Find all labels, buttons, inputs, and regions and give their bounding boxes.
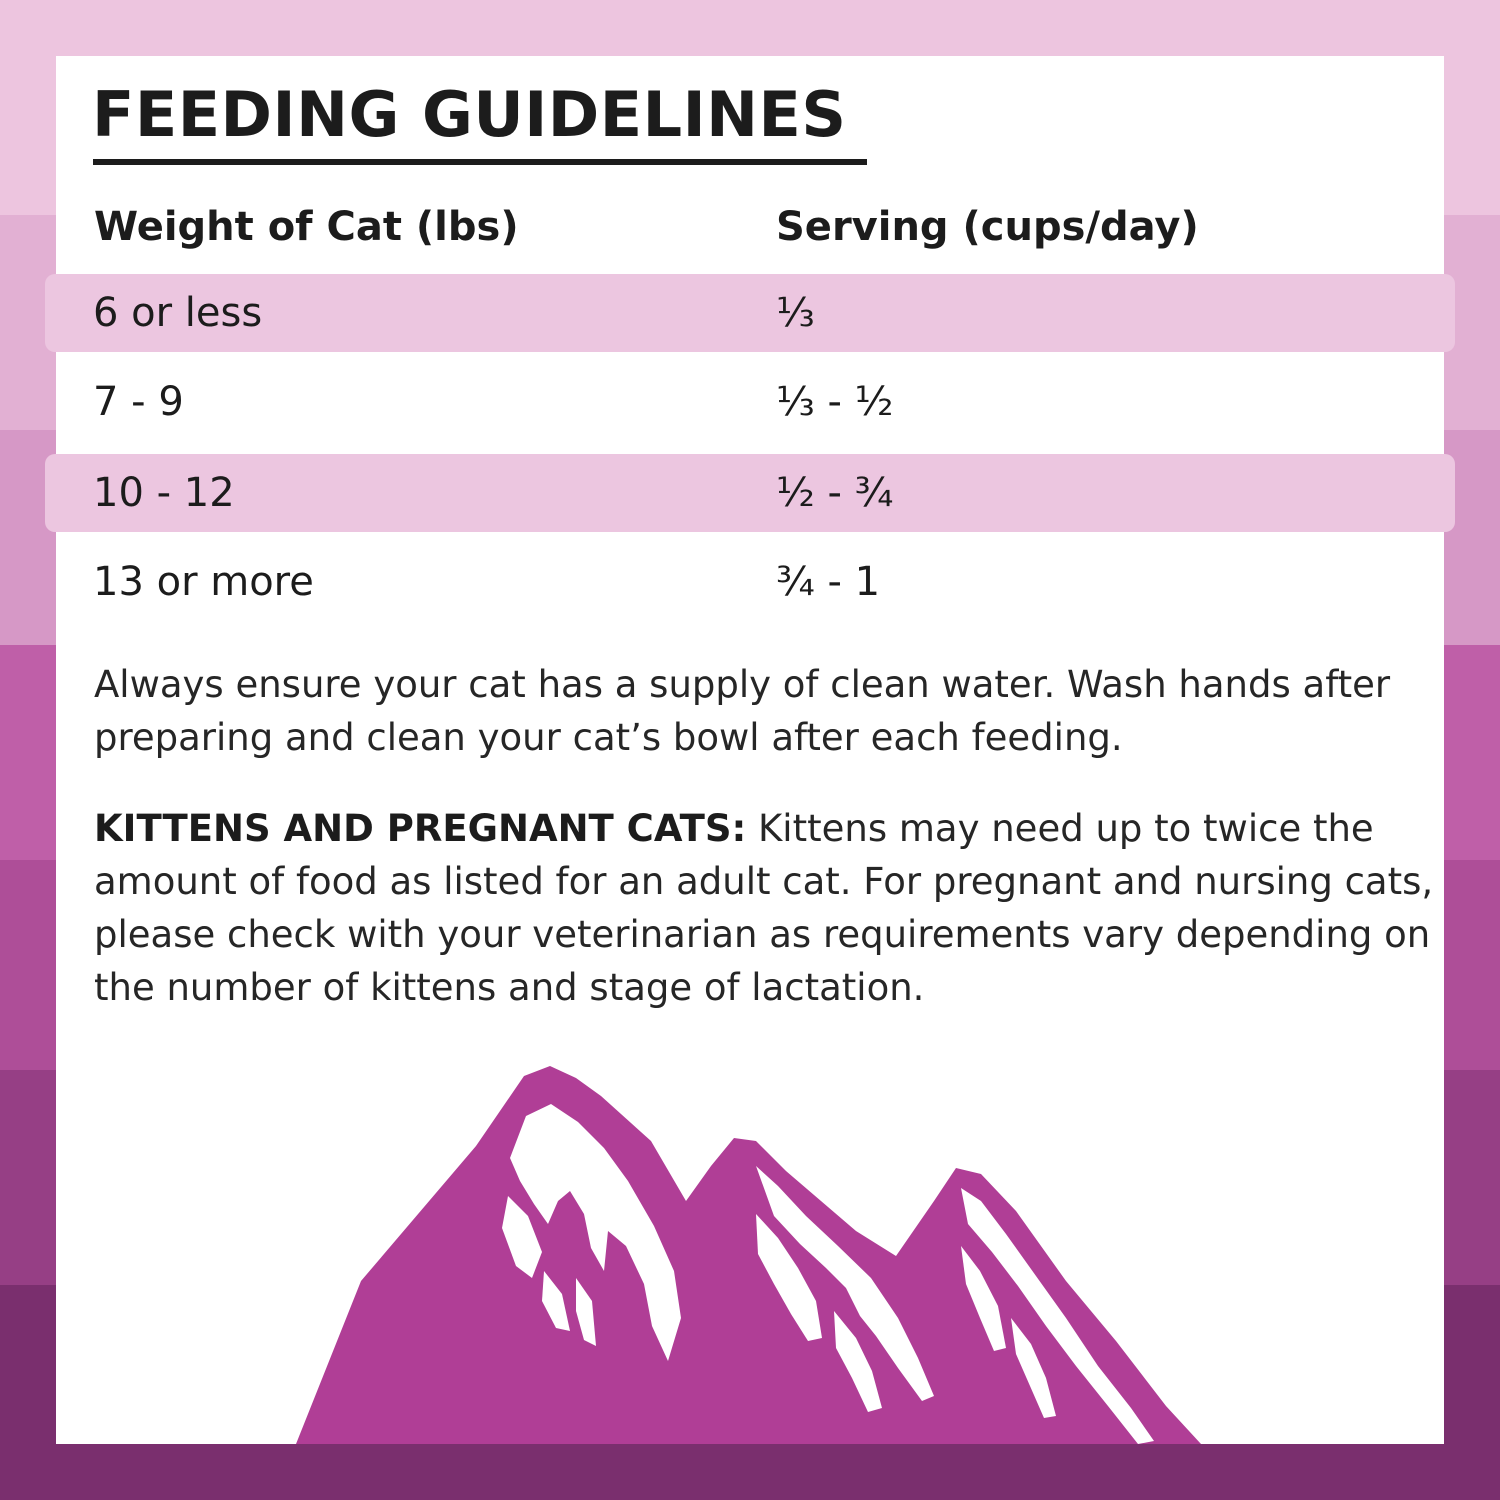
- serving-cell: ¾ - 1: [776, 559, 881, 605]
- kittens-note-label: KITTENS AND PREGNANT CATS:: [94, 807, 747, 850]
- mountains-illustration: [56, 56, 1444, 1444]
- serving-cell: ⅓: [776, 290, 815, 336]
- column-header-weight: Weight of Cat (lbs): [94, 204, 519, 250]
- water-note: Always ensure your cat has a supply of clean water. Wash hands after preparing and clean your cat’s bowl after each feeding.: [94, 663, 1391, 759]
- weight-cell: 7 - 9: [93, 379, 184, 425]
- serving-cell: ½ - ¾: [776, 470, 894, 516]
- mountain-silhouette: [296, 1066, 1201, 1444]
- page-title: FEEDING GUIDELINES: [92, 78, 847, 151]
- weight-cell: 13 or more: [93, 559, 314, 605]
- weight-cell: 6 or less: [93, 290, 263, 336]
- feeding-card: [56, 56, 1444, 1444]
- weight-cell: 10 - 12: [93, 470, 235, 516]
- kittens-note-text: Kittens may need up to twice the amount of food as listed for an adult cat. For pregnant and nursing cats, please check with your veterinarian as requirements vary depending on the number of kittens and stage of lactation.: [94, 807, 1434, 1009]
- column-header-serving: Serving (cups/day): [776, 204, 1199, 250]
- serving-cell: ⅓ - ½: [776, 379, 894, 425]
